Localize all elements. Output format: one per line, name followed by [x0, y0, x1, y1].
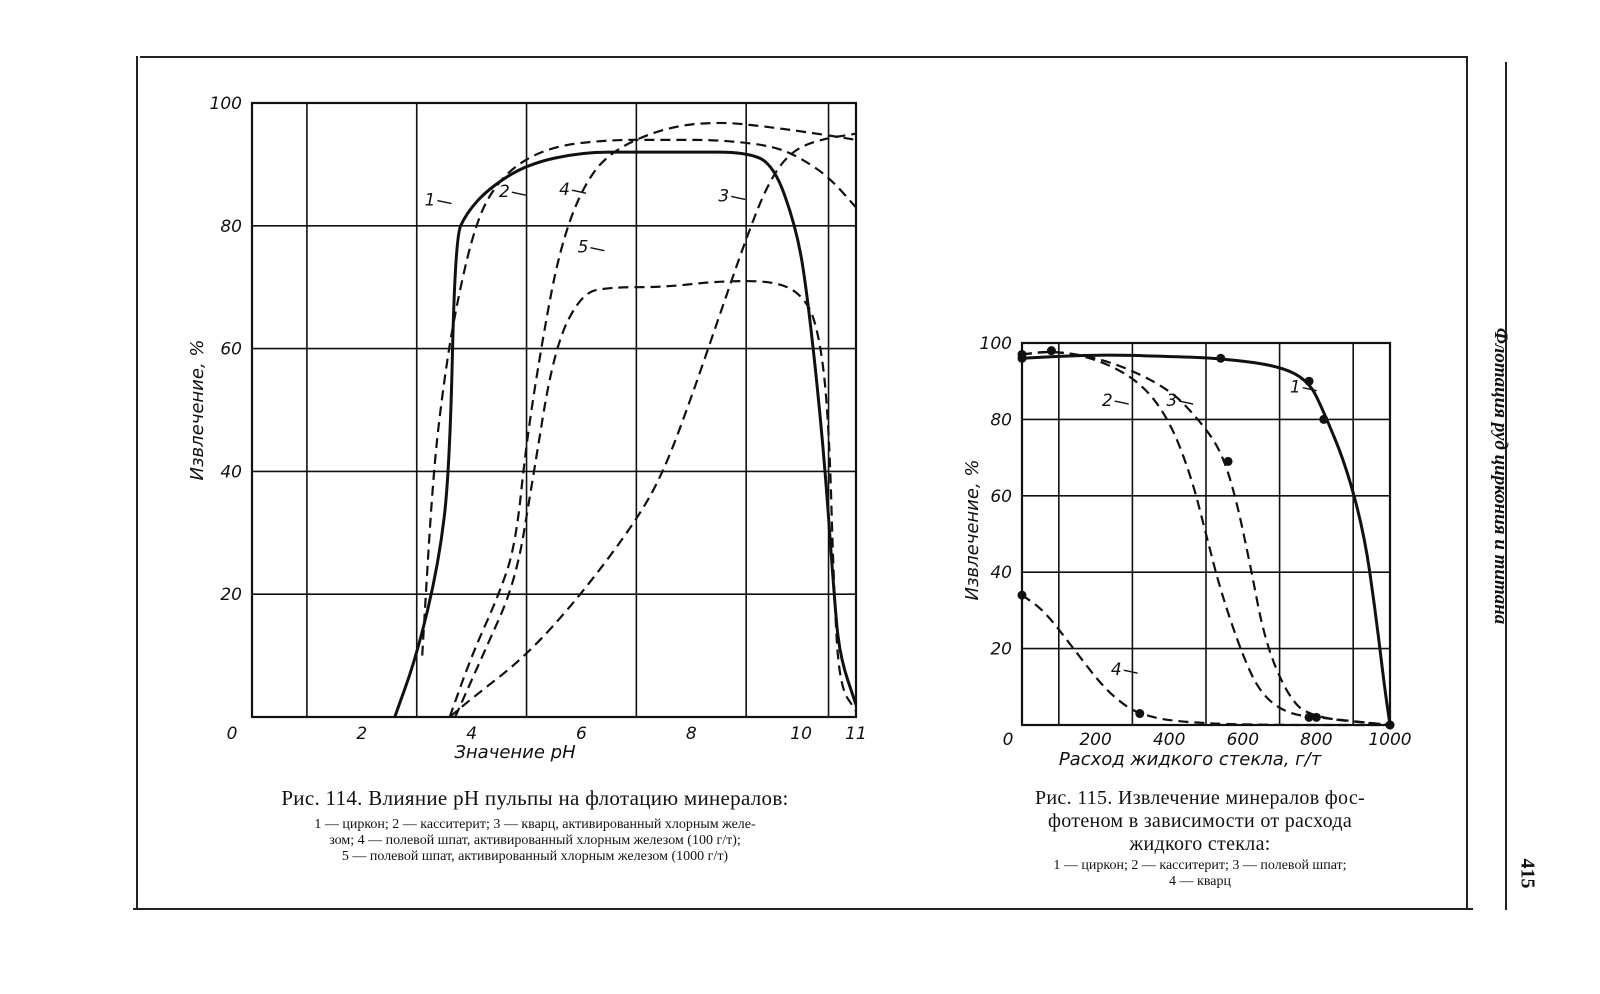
fig115-title-line-2: фотеном в зависимости от расхода: [1048, 810, 1352, 832]
curve-label-3: 3: [718, 186, 730, 207]
y-axis-title: Извлечение, %: [962, 459, 983, 601]
curve-label-leader-4: [1124, 670, 1138, 673]
curve-label-3: 3: [1166, 391, 1178, 412]
fig114-legend-line-2: зом; 4 — полевой шпат, активированный хлорным железом (100 г/т);: [329, 833, 741, 848]
series-4-marker: [1386, 721, 1395, 730]
x-tick-label: 400: [1152, 730, 1186, 750]
curve-label-2: 2: [1101, 391, 1113, 412]
x-tick-label: 0: [226, 724, 238, 744]
x-tick-label: 2: [356, 724, 368, 744]
curve-label-leader-3: [731, 196, 745, 199]
curve-label-4: 4: [1110, 660, 1122, 681]
curve-label-5: 5: [577, 237, 589, 258]
fig114-legend-line-1: 1 — циркон; 2 — касситерит; 3 — кварц, активированный хлорным желе-: [314, 817, 756, 832]
x-tick-label: 8: [685, 724, 697, 744]
y-tick-label: 60: [220, 339, 242, 360]
series-3-line: [450, 134, 856, 717]
x-tick-label: 0: [1002, 730, 1014, 750]
curve-label-leader-1: [437, 201, 451, 204]
x-axis-title: Расход жидкого стекла, г/т: [1058, 749, 1322, 770]
y-tick-label: 20: [990, 639, 1012, 660]
x-tick-label: 6: [576, 724, 587, 744]
series-1-marker: [1305, 377, 1314, 386]
y-tick-label: 80: [220, 216, 242, 237]
curve-label-4: 4: [559, 180, 570, 201]
series-3-marker: [1224, 457, 1233, 466]
curve-label-leader-5: [590, 248, 604, 251]
y-tick-label: 100: [979, 334, 1012, 354]
curve-label-leader-2: [1115, 401, 1129, 404]
fig115-title-line-1: Рис. 115. Извлечение минералов фос-: [1035, 787, 1365, 809]
series-4-marker: [1018, 591, 1027, 600]
series-1-marker: [1216, 354, 1225, 363]
y-tick-label: 20: [220, 585, 242, 606]
fig115-title-line-3: жидкого стекла:: [1129, 833, 1271, 855]
x-axis-title: Значение pH: [454, 742, 576, 763]
series-4-line: [450, 123, 856, 717]
x-tick-label: 1000: [1368, 730, 1412, 750]
fig114-legend-line-3: 5 — полевой шпат, активированный хлорным железом (1000 г/т): [341, 849, 729, 864]
fig115-legend-line-2: 4 — кварц: [1169, 874, 1231, 889]
series-2-marker: [1047, 346, 1056, 355]
plot-frame: [252, 103, 856, 717]
fig115-legend-line-1: 1 — циркон; 2 — касситерит; 3 — полевой шпат;: [1053, 858, 1347, 873]
fig115-caption: [975, 787, 1425, 890]
y-tick-label: 60: [990, 486, 1012, 507]
curve-label-1: 1: [424, 190, 436, 211]
chart-fig115: [962, 334, 1412, 770]
series-4-marker: [1135, 709, 1144, 718]
page-number: 415: [1516, 858, 1539, 889]
series-3-marker: [1305, 713, 1314, 722]
series-1-line: [395, 152, 856, 717]
chart-fig114: [187, 94, 867, 763]
fig114-title: Рис. 114. Влияние pH пульпы на флотацию минералов:: [281, 786, 789, 810]
x-tick-label: 4: [466, 724, 478, 744]
y-tick-label: 80: [990, 410, 1012, 431]
x-tick-label: 200: [1079, 730, 1112, 750]
x-tick-label: 600: [1226, 730, 1260, 750]
running-head: Флотация руд циркония и титана: [1490, 327, 1511, 625]
series-1-marker: [1319, 415, 1328, 424]
fig114-caption: [205, 786, 865, 865]
curve-label-2: 2: [499, 182, 510, 203]
y-tick-label: 40: [990, 563, 1012, 584]
series-5-line: [455, 281, 856, 717]
curve-label-1: 1: [1289, 377, 1301, 398]
curve-label-leader-3: [1179, 401, 1193, 404]
y-tick-label: 40: [220, 462, 242, 483]
y-tick-label: 100: [209, 94, 242, 114]
x-tick-label: 11: [845, 724, 867, 744]
x-tick-label: 10: [790, 724, 812, 744]
x-tick-label: 800: [1300, 730, 1333, 750]
curve-label-leader-2: [512, 192, 526, 195]
y-axis-title: Извлечение, %: [187, 339, 208, 481]
